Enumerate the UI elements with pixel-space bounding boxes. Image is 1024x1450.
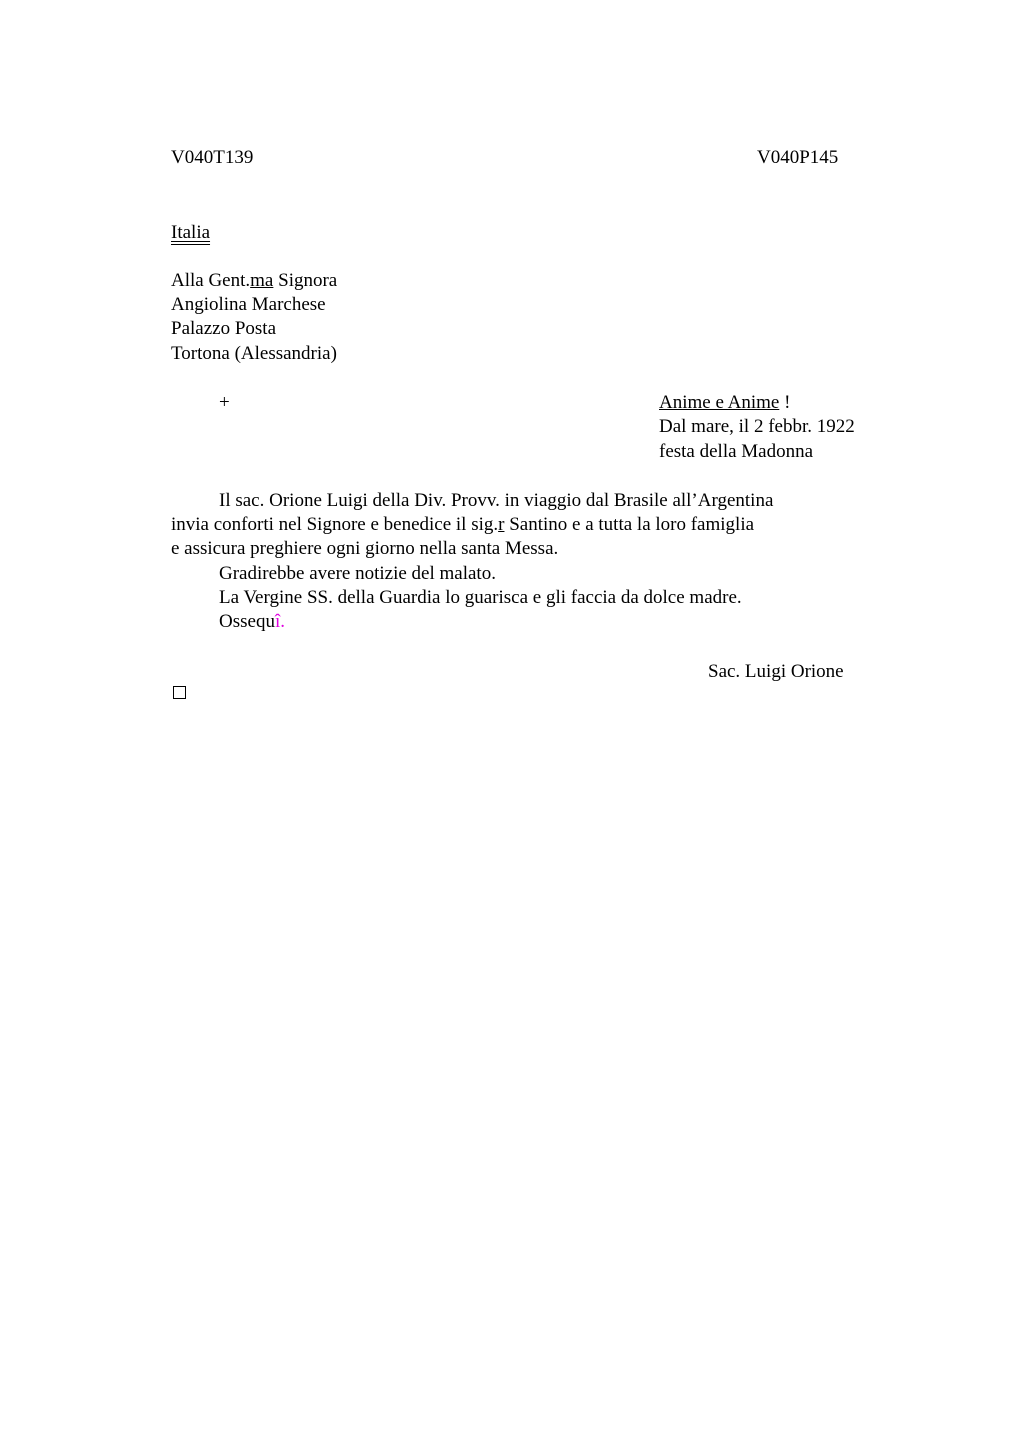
body-line-3: e assicura preghiere ogni giorno nella santa Messa. <box>171 538 559 559</box>
body-paragraph-4 <box>219 610 285 634</box>
feast-day: festa della Madonna <box>659 441 814 462</box>
body-abbrev-superscript: r <box>498 514 505 535</box>
motto <box>659 391 790 415</box>
place-date: Dal mare, il 2 febbr. 1922 <box>659 416 855 437</box>
closing-accent: î <box>274 611 281 632</box>
address-line-2: Angiolina Marchese <box>171 294 326 315</box>
body-paragraph-3: La Vergine SS. della Guardia lo guarisca e gli faccia da dolce madre. <box>219 587 742 608</box>
body-paragraph-2: Gradirebbe avere notizie del malato. <box>219 563 496 584</box>
signature: Sac. Luigi Orione <box>708 661 844 682</box>
address-title: Signora <box>273 270 338 291</box>
document-code-left: V040T139 <box>171 147 254 168</box>
address-line-3: Palazzo Posta <box>171 318 277 339</box>
motto-punctuation: ! <box>779 392 791 413</box>
address-line-4: Tortona (Alessandria) <box>171 343 337 364</box>
closing-word: Ossequ <box>219 611 275 632</box>
address-salutation: Alla Gent. <box>171 270 251 291</box>
closing-period: . <box>280 611 285 632</box>
address-abbrev-superscript: ma <box>250 270 274 291</box>
cross-symbol: + <box>219 392 230 413</box>
motto-text: Anime e Anime <box>659 392 780 413</box>
body-line-1: Il sac. Orione Luigi della Div. Provv. in viaggio dal Brasile all’Argentina <box>219 490 774 511</box>
end-of-document-square-icon <box>173 686 186 699</box>
address-country: Italia <box>171 222 211 243</box>
body-line-2 <box>171 513 754 537</box>
body-line-2-prefix: invia conforti nel Signore e benedice il sig. <box>171 514 499 535</box>
document-code-right: V040P145 <box>757 147 839 168</box>
address-line-1 <box>171 269 337 293</box>
body-line-2-suffix: Santino e a tutta la loro famiglia <box>504 514 755 535</box>
